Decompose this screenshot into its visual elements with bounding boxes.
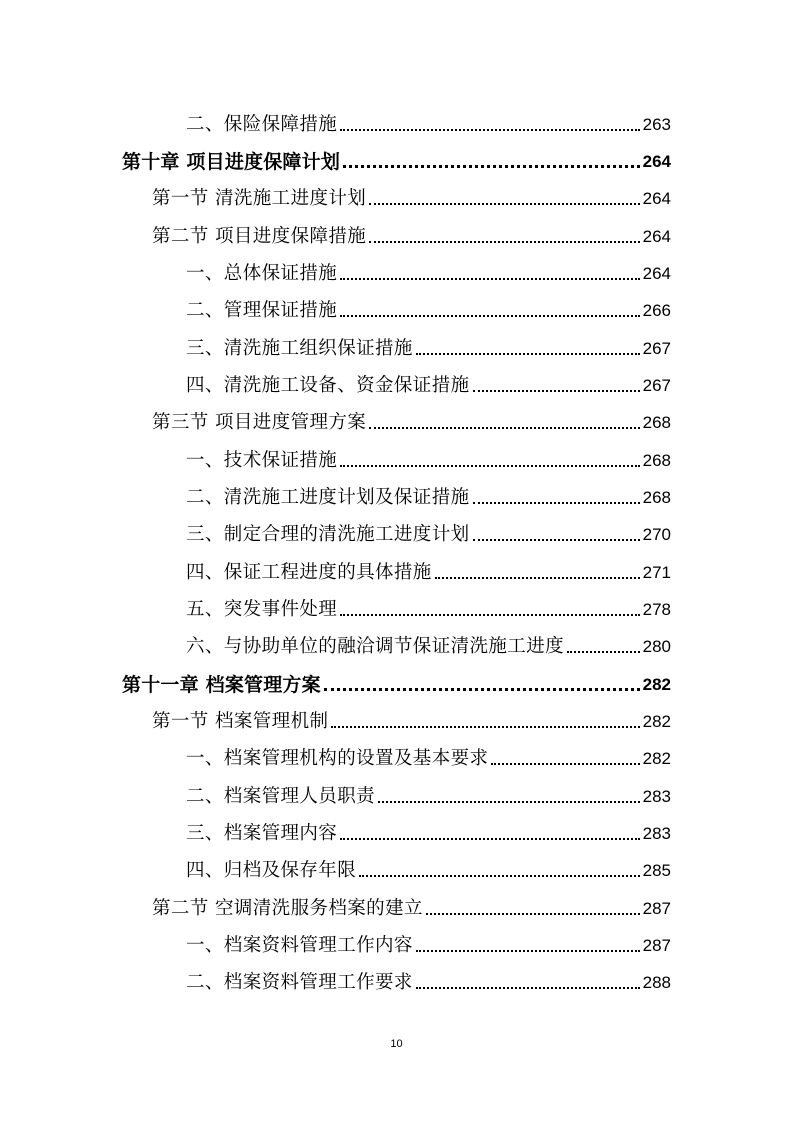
toc-entry[interactable] bbox=[186, 778, 671, 808]
toc-entry-title: 二、档案资料管理工作要求 bbox=[186, 972, 413, 993]
toc-entry-title: 一、档案管理机构的设置及基本要求 bbox=[186, 748, 489, 769]
toc-entry-page: 263 bbox=[642, 115, 671, 134]
toc-entry-page: 283 bbox=[642, 787, 671, 806]
toc-entry[interactable] bbox=[186, 292, 671, 322]
toc-entry-page: 264 bbox=[642, 152, 671, 171]
toc-entry-page: 268 bbox=[642, 451, 671, 470]
dot-leader bbox=[416, 987, 640, 989]
toc-entry-page: 287 bbox=[642, 936, 671, 955]
toc-entry-page: 264 bbox=[642, 227, 671, 246]
toc-entry-title: 第三节 项目进度管理方案 bbox=[152, 412, 367, 433]
toc-entry-page: 282 bbox=[642, 749, 671, 768]
dot-leader bbox=[340, 315, 639, 317]
toc-entry[interactable] bbox=[186, 815, 671, 845]
toc-section-entry[interactable] bbox=[152, 703, 671, 733]
toc-entry[interactable] bbox=[186, 106, 671, 136]
toc-entry-title: 一、总体保证措施 bbox=[186, 263, 338, 284]
toc-entry[interactable] bbox=[186, 554, 671, 584]
dot-leader bbox=[567, 651, 640, 653]
toc-entry-title: 第十一章 档案管理方案 bbox=[122, 674, 321, 696]
toc-section-entry[interactable] bbox=[152, 404, 671, 434]
toc-entry-page: 268 bbox=[642, 413, 671, 432]
toc-entry-page: 278 bbox=[642, 600, 671, 619]
toc-entry[interactable] bbox=[186, 591, 671, 621]
toc-entry-page: 268 bbox=[642, 488, 671, 507]
dot-leader bbox=[340, 838, 639, 840]
toc-entry-page: 267 bbox=[642, 339, 671, 358]
dot-leader bbox=[343, 165, 640, 168]
dot-leader bbox=[369, 203, 639, 205]
toc-entry-page: 271 bbox=[642, 563, 671, 582]
toc-entry-title: 三、档案管理内容 bbox=[186, 823, 338, 844]
toc-entry[interactable] bbox=[186, 927, 671, 957]
toc-entry-title: 第一节 清洗施工进度计划 bbox=[152, 188, 367, 209]
dot-leader bbox=[340, 465, 639, 467]
dot-leader bbox=[331, 726, 639, 728]
dot-leader bbox=[340, 129, 639, 131]
toc-entry[interactable] bbox=[186, 479, 671, 509]
toc-entry[interactable] bbox=[186, 628, 671, 658]
dot-leader bbox=[473, 502, 640, 504]
toc-entry-title: 第二节 项目进度保障措施 bbox=[152, 226, 367, 247]
toc-entry-page: 267 bbox=[642, 376, 671, 395]
dot-leader bbox=[473, 539, 640, 541]
toc-entry-page: 280 bbox=[642, 637, 671, 656]
toc-entry-title: 六、与协助单位的融洽调节保证清洗施工进度 bbox=[186, 636, 565, 657]
toc-entry[interactable] bbox=[186, 330, 671, 360]
toc-chapter-entry[interactable] bbox=[122, 143, 671, 173]
toc-entry[interactable] bbox=[186, 367, 671, 397]
toc-entry[interactable] bbox=[186, 442, 671, 472]
toc-entry-title: 二、保险保障措施 bbox=[186, 114, 338, 135]
dot-leader bbox=[324, 688, 640, 691]
toc-entry[interactable] bbox=[186, 852, 671, 882]
toc-entry-page: 283 bbox=[642, 824, 671, 843]
toc-entry-page: 287 bbox=[642, 899, 671, 918]
dot-leader bbox=[340, 278, 639, 280]
toc-entry-title: 四、清洗施工设备、资金保证措施 bbox=[186, 375, 470, 396]
dot-leader bbox=[369, 427, 639, 429]
toc-entry-title: 二、管理保证措施 bbox=[186, 300, 338, 321]
toc-entry-title: 四、保证工程进度的具体措施 bbox=[186, 562, 432, 583]
dot-leader bbox=[491, 763, 639, 765]
toc-entry-title: 第二节 空调清洗服务档案的建立 bbox=[152, 898, 423, 919]
toc-entry-page: 266 bbox=[642, 301, 671, 320]
toc-entry-page: 264 bbox=[642, 189, 671, 208]
toc-chapter-entry[interactable] bbox=[122, 666, 671, 696]
dot-leader bbox=[378, 801, 640, 803]
toc-entry-title: 五、突发事件处理 bbox=[186, 599, 338, 620]
toc-entry-title: 二、清洗施工进度计划及保证措施 bbox=[186, 487, 470, 508]
toc-entry-page: 282 bbox=[642, 675, 671, 694]
toc-entry-title: 一、档案资料管理工作内容 bbox=[186, 935, 413, 956]
toc-entry[interactable] bbox=[186, 740, 671, 770]
toc-entry-page: 288 bbox=[642, 973, 671, 992]
toc-entry[interactable] bbox=[186, 255, 671, 285]
toc-entry-title: 第一节 档案管理机制 bbox=[152, 711, 329, 732]
dot-leader bbox=[369, 241, 639, 243]
toc-entry-page: 270 bbox=[642, 525, 671, 544]
toc-entry-page: 264 bbox=[642, 264, 671, 283]
toc-entry-page: 285 bbox=[642, 861, 671, 880]
dot-leader bbox=[426, 913, 640, 915]
dot-leader bbox=[416, 353, 640, 355]
toc-section-entry[interactable] bbox=[152, 218, 671, 248]
dot-leader bbox=[359, 875, 640, 877]
toc-entry-title: 二、档案管理人员职责 bbox=[186, 786, 376, 807]
toc-section-entry[interactable] bbox=[152, 180, 671, 210]
dot-leader bbox=[473, 390, 640, 392]
toc-entry-title: 四、归档及保存年限 bbox=[186, 860, 357, 881]
toc-entry[interactable] bbox=[186, 964, 671, 994]
toc-entry-title: 第十章 项目进度保障计划 bbox=[122, 151, 341, 173]
dot-leader bbox=[435, 577, 640, 579]
toc-entry[interactable] bbox=[186, 516, 671, 546]
toc-section-entry[interactable] bbox=[152, 890, 671, 920]
toc-entry-title: 三、制定合理的清洗施工进度计划 bbox=[186, 524, 470, 545]
toc-entry-page: 282 bbox=[642, 712, 671, 731]
toc-entry-title: 一、技术保证措施 bbox=[186, 450, 338, 471]
dot-leader bbox=[340, 614, 639, 616]
page-number: 10 bbox=[390, 1038, 403, 1050]
toc-entry-title: 三、清洗施工组织保证措施 bbox=[186, 338, 413, 359]
dot-leader bbox=[416, 950, 640, 952]
